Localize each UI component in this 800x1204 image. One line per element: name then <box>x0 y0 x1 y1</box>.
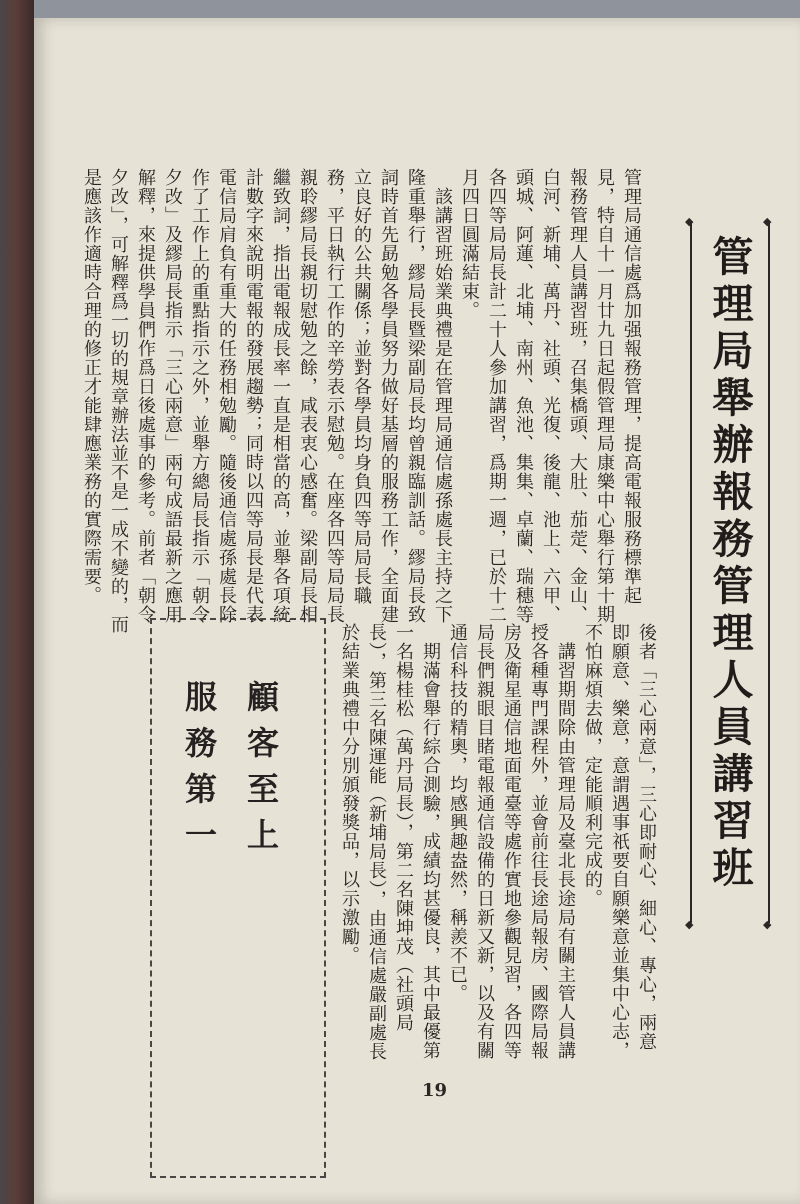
article-title-block <box>682 223 778 923</box>
slogan-line-1: 顧客至上 <box>242 680 280 864</box>
title-rule-right <box>768 223 770 923</box>
article-title: 管理局舉辦報務管理人員講習班 <box>705 235 754 893</box>
magazine-page <box>34 18 800 1204</box>
slogan-box <box>150 618 326 1178</box>
title-rule-left <box>690 223 692 923</box>
article-body-upper: 管理局通信處爲加强報務管理，提高電報服務標準起見，特自十一月廿九日起假管理局康樂中心舉行第十期報務管理人員講習班，召集橋頭、大肚、茄萣、金山、白河、新埔、萬丹、社頭、光復、後龍、池上、六甲、頭城、阿蓮、北埔、南州、魚池、集集、卓蘭、瑞穗等各四等局局長計二十人參加講習，爲期一週，已於十二月四日圓滿結束。 該講習班始業典禮是在管理局通信處孫處長主持之下隆重舉行，繆局長暨梁副局長均曾親臨訓話。繆局長致詞時首先勗勉各學員努力做好基層的服務工作，全面建立良好的公共關係；並對各學員均身負四等局局長職務，平日執行工作的辛勞表示慰勉。在座各四等局局長親聆繆局長親切慰勉之餘，咸表衷心感奮。梁副局長相繼致詞，指出電報成長率一直是相當的高，並舉各項統計數字來說明電報的發展趨勢；同時以四等局長是代表電信局肩負有重大的任務相勉勵。隨後通信處孫處長除作了工作上的重點指示之外，並舉方總局長指示「朝令夕改」及繆局長指示「三心兩意」兩句成語最新之應用解釋，來提供學員們作爲日後處事的參考。前者「朝令夕改」，可解釋爲一切的規章辦法並不是一成不變的，而是應該作適時合理的修正才能肆應業務的實際需要。 <box>81 168 642 634</box>
slogan-line-2: 服務第一 <box>180 680 218 864</box>
article-body-lower: 後者「三心兩意」，三心即耐心、細心、專心，兩意即願意、樂意，意謂遇事祇要自願樂意並集中心志，不怕麻煩去做，定能順利完成的。 講習期間除由管理局及臺北長途局有關主管人員講授各種專門課程外，並會前往長途局報房、國際局報房及衛星通信地面電臺等處作實地參觀見習，各四等局長們親眼目睹電報通信設備的日新又新，以及有關通信科技的精奧，均感興趣盎然，稱羨不已。 期滿會舉行綜合測驗，成績均甚優良，其中最優第一名楊桂松（萬丹局長），第二名陳坤茂（社頭局長），第三名陳運能（新埔局長），由通信處嚴副處長於結業典禮中分別頒發獎品，以示激勵。 <box>339 623 657 1061</box>
book-spine <box>0 0 34 1204</box>
page-number: 19 <box>422 1080 448 1101</box>
